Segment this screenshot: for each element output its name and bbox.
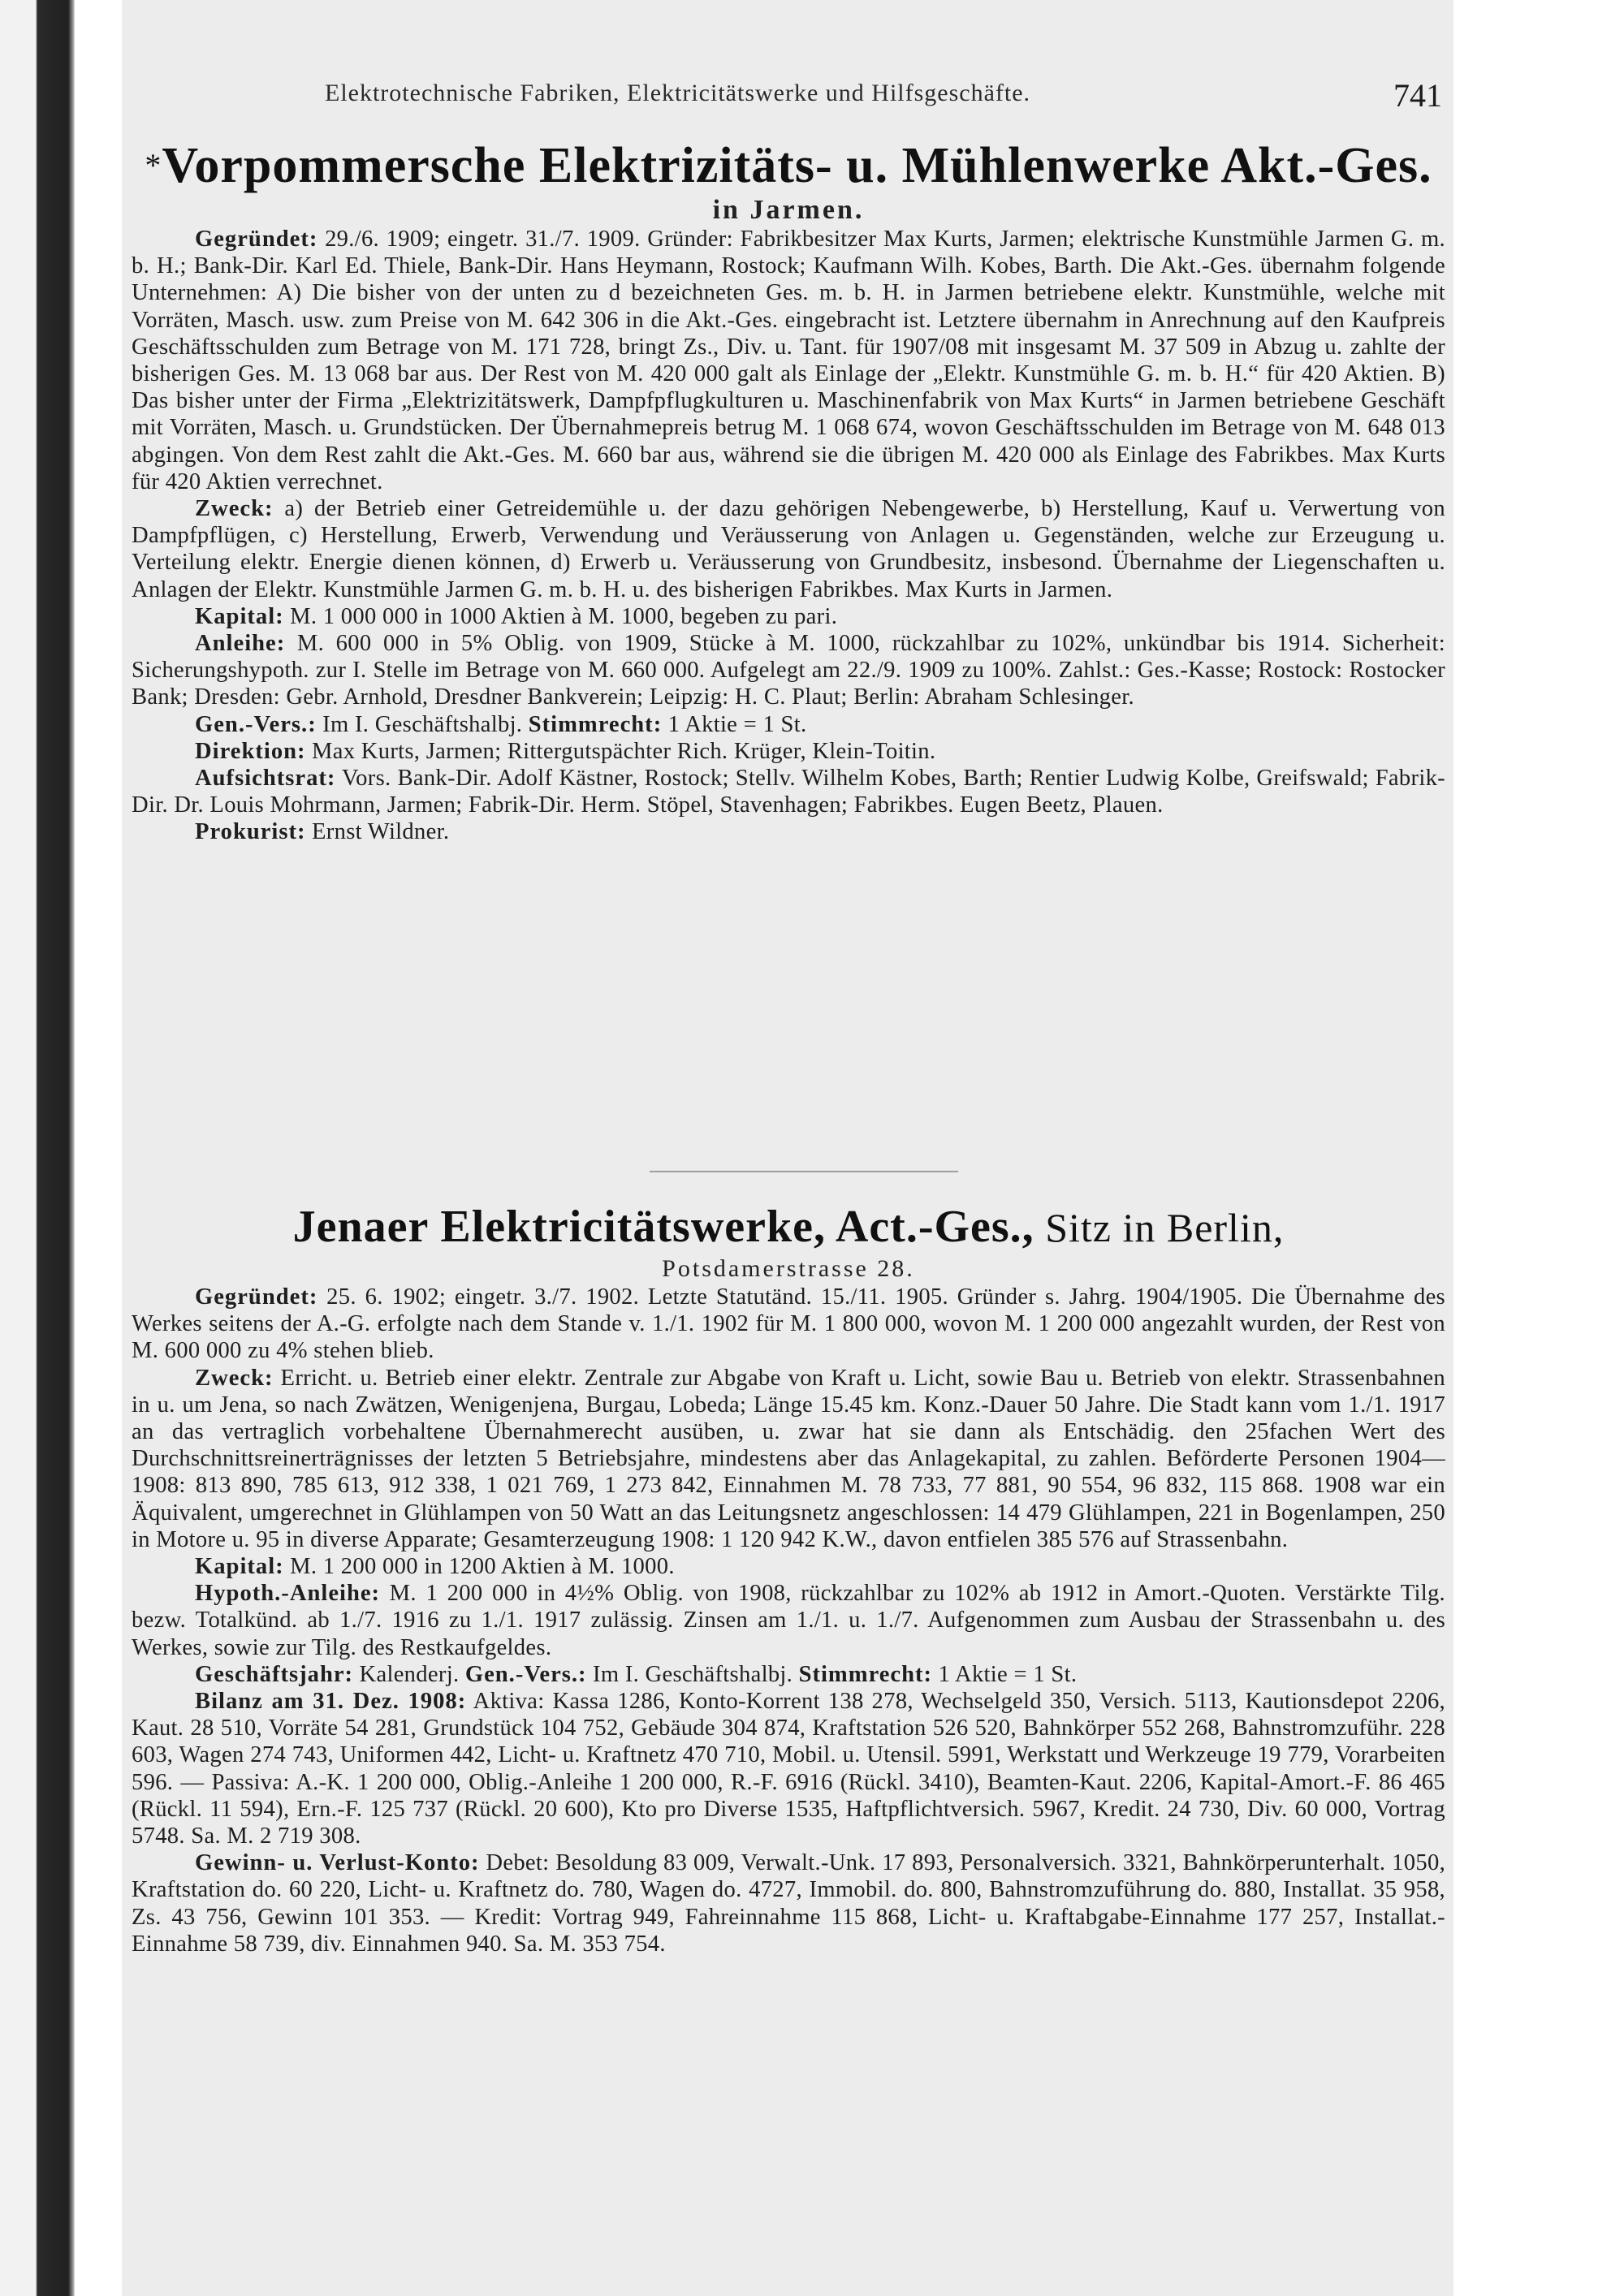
section-text: M. 1 000 000 in 1000 Aktien à M. 1000, begeben zu pari. [283, 603, 838, 629]
section-bilanz [132, 1688, 1445, 1849]
section-gen-vers [132, 711, 1445, 738]
section-label: Gegründet: [195, 1284, 318, 1310]
section-text: M. 600 000 in 5% Oblig. von 1909, Stücke à M. 1000, rückzahlbar zu 102%, unkündbar bis 1914. Sicherheit: Sicherungshypoth. zur I. Stelle im Betrage von M. 660 000. Aufgelegt am 22./9. 1909 zu 100%. Zahlst.: Ges.-Kasse; Rostock: Rostocker Bank; Dresden: Gebr. Arnhold, Dresdner Bankverein; Leipzig: H. C. Plaut; Berlin: Abraham Schlesinger. [132, 631, 1445, 710]
section-text: Vors. Bank-Dir. Adolf Kästner, Rostock; Stellv. Wilhelm Kobes, Barth; Rentier Ludwig Kolbe, Greifswald; Fabrik-Dir. Dr. Louis Mohrmann, Jarmen; Fabrik-Dir. Herm. Stöpel, Stavenhagen; Fabrikbes. Eugen Beetz, Plauen. [132, 766, 1445, 818]
section-anleihe [132, 630, 1445, 711]
footnote-asterisk: * [145, 147, 162, 183]
section-text: 25. 6. 1902; eingetr. 3./7. 1902. Letzte Statutänd. 15./11. 1905. Gründer s. Jahrg. 1904/1905. Die Übernahme des Werkes seitens der A.-G. erfolgte nach dem Stande v. 1./1. 1902 für M. 1 800 000, wovon M. 1 200 000 angezahlt wurden, der Rest von M. 600 000 zu 4% stehen blieb. [132, 1284, 1445, 1364]
section-gegruendet [132, 1284, 1445, 1365]
section-label: Gewinn- u. Verlust-Konto: [195, 1850, 480, 1876]
section-label-stimmrecht: Stimmrecht: [528, 711, 663, 737]
section-label: Gegründet: [195, 227, 318, 252]
section-text: M. 1 200 000 in 4½% Oblig. von 1908, rückzahlbar zu 102% ab 1912 in Amort.-Quoten. Verstärkte Tilg. bezw. Totalkünd. ab 1./7. 1916 zu 1./1. 1917 zulässig. Zinsen am 1./1. u. 1./7. Aufgenommen zum Ausbau der Strassenbahn u. des Werkes, sowie zur Tilg. des Restkaufgeldes. [132, 1581, 1445, 1660]
section-label-gen-vers: Gen.-Vers.: [464, 1661, 587, 1687]
page-number: 741 [1393, 77, 1442, 114]
section-text: Im I. Geschäftshalbj. [316, 711, 529, 737]
section-text-stimmrecht: 1 Aktie = 1 St. [932, 1661, 1078, 1687]
company-seat: Sitz in Berlin, [1034, 1205, 1285, 1250]
section-text: Debet: Besoldung 83 009, Verwalt.-Unk. 17 893, Personalversich. 3321, Bahnkörperunterhalt. 1050, Kraftstation do. 60 220, Licht- u. Kraftnetz do. 780, Wagen do. 4727, Immobil. do. 800, Bahnstromzuführung do. 880, Installat. 35 958, Zs. 43 756, Gewinn 101 353. — Kredit: Vortrag 949, Fahreinnahme 115 868, Licht- u. Kraftabgabe-Einnahme 177 257, Installat.-Einnahme 58 739, div. Einnahmen 940. Sa. M. 353 754. [132, 1850, 1446, 1957]
section-text: 29./6. 1909; eingetr. 31./7. 1909. Gründer: Fabrikbesitzer Max Kurts, Jarmen; elektrische Kunstmühle Jarmen G. m. b. H.; Bank-Dir. Karl Ed. Thiele, Bank-Dir. Hans Heymann, Rostock; Kaufmann Wilh. Kobes, Barth. Die Akt.-Ges. übernahm folgende Unternehmen: A) Die bisher von der unten zu d bezeichneten Ges. m. b. H. in Jarmen betriebene elektr. Kunstmühle, welche mit Vorräten, Masch. usw. zum Preise von M. 642 306 in die Akt.-Ges. eingebracht ist. Letztere übernahm in Anrechnung auf den Kaufpreis Geschäftsschulden zum Betrage von M. 171 728, bringt Zs., Div. u. Tant. für 1907/08 mit insgesamt M. 37 509 in Abzug u. zahlte der bisherigen Ges. M. 13 068 bar aus. Der Rest von M. 420 000 galt als Einlage der „Elektr. Kunstmühle G. m. b. H.“ für 420 Aktien. B) Das bisher unter der Firma „Elektrizitätswerk, Dampfpflugkulturen u. Maschinenfabrik von Max Kurts“ in Jarmen betriebene Geschäft mit Vorräten, Masch. u. Grundstücken. Der Übernahmepreis betrug M. 1 068 674, wovon Geschäftsschulden im Betrage von M. 648 013 abgingen. Von dem Rest zahlt die Akt.-Ges. M. 660 bar aus, während sie die übrigen M. 420 000 als Einlage des Fabrikbes. Max Kurts für 420 Aktien verrechnet. [132, 227, 1445, 494]
section-label: Prokurist: [195, 819, 306, 845]
section-label: Kapital: [195, 1554, 284, 1580]
section-zweck [132, 495, 1445, 603]
company-entry-vorpommersche [132, 136, 1445, 846]
section-text: Ernst Wildner. [305, 819, 450, 845]
section-label: Zweck: [195, 496, 274, 522]
company-title [132, 136, 1445, 195]
section-label: Geschäftsjahr: [195, 1661, 354, 1687]
section-label: Anleihe: [195, 631, 286, 657]
section-text: Aktiva: Kassa 1286, Konto-Korrent 138 278, Wechselgeld 350, Versich. 5113, Kautionsdepot 2206, Kaut. 28 510, Vorräte 54 281, Grundstück 104 752, Gebäude 304 874, Kraftstation 526 520, Bahnkörper 552 268, Bahnstromzuführ. 228 603, Wagen 274 743, Uniformen 442, Licht- u. Kraftnetz 470 710, Mobil. u. Utensil. 5991, Werkstatt und Werkzeuge 19 779, Vorarbeiten 596. — Passiva: A.-K. 1 200 000, Oblig.-Anleihe 1 200 000, R.-F. 6916 (Rückl. 3410), Beamten-Kaut. 2206, Kapital-Amort.-F. 86 465 (Rückl. 11 594), Ern.-F. 125 737 (Rückl. 20 600), Kto pro Diverse 1535, Haftpflichtversich. 5967, Kredit. 24 730, Div. 60 000, Vortrag 5748. Sa. M. 2 719 308. [132, 1689, 1445, 1849]
section-label-stimmrecht: Stimmrecht: [798, 1661, 933, 1687]
section-gegruendet [132, 226, 1445, 495]
company-name: Vorpommersche Elektrizitäts- u. Mühlenwerke Akt.-Ges. [162, 138, 1432, 193]
section-text-gen-vers: Im I. Geschäftshalbj. [586, 1661, 799, 1687]
section-gewinn-verlust [132, 1849, 1445, 1957]
section-label: Kapital: [195, 603, 284, 629]
book-gutter [0, 0, 75, 2296]
section-geschaeftsjahr [132, 1661, 1445, 1688]
company-title [132, 1200, 1445, 1254]
company-name: Jenaer Elektricitätswerke, Act.-Ges., [292, 1202, 1034, 1252]
section-zweck [132, 1365, 1445, 1553]
section-label: Direktion: [195, 738, 306, 764]
section-direktion [132, 738, 1445, 765]
section-text: Max Kurts, Jarmen; Rittergutspächter Rich. Krüger, Klein-Toitin. [305, 738, 936, 764]
section-label: Bilanz am 31. Dez. 1908: [195, 1689, 467, 1715]
section-kapital [132, 603, 1445, 630]
company-location: in Jarmen. [712, 195, 865, 225]
section-label: Aufsichtsrat: [195, 766, 336, 792]
section-text: a) der Betrieb einer Getreidemühle u. der dazu gehörigen Nebengewerbe, b) Herstellung, Kauf u. Verwertung von Dampfpflügen, c) Herstellung, Erwerb, Verwendung und Veräusserung von Anlagen u. Gegenständen, welche zur Erzeugung u. Verteilung elektr. Energie dienen können, d) Erwerb u. Veräusserung von Grundbesitz, insbesond. Übernahme der Liegenschaften u. Anlagen der Elektr. Kunstmühle Jarmen G. m. b. H. u. des bisherigen Fabrikbes. Max Kurts in Jarmen. [132, 496, 1445, 602]
section-text: Erricht. u. Betrieb einer elektr. Zentrale zur Abgabe von Kraft u. Licht, sowie Bau u. Betrieb von elektr. Strassenbahnen in u. um Jena, so nach Zwätzen, Wenigenjena, Burgau, Lobeda; Länge 15.45 km. Konz.-Dauer 50 Jahre. Die Stadt kann vom 1./1. 1917 an das vertraglich vorbehaltene Übernahmerecht ausüben, u. zwar hat sie dann als Entschädig. den 25fachen Wert des Durchschnittsreinerträgnisses der letzten 5 Betriebsjahre, mindestens aber das Anlagekapital, zu zahlen. Beförderte Personen 1904—1908: 813 890, 785 613, 912 338, 1 021 769, 1 273 842, Einnahmen M. 78 733, 77 881, 90 554, 96 832, 115 868. 1908 war ein Äquivalent, umgerechnet in Glühlampen von 50 Watt an das Leitungsnetz angeschlossen: 14 479 Glühlampen, 221 in Bogenlampen, 250 in Motore u. 95 in diverse Apparate; Gesamterzeugung 1908: 1 120 942 K.W., davon entfielen 385 576 auf Strassenbahn. [132, 1365, 1445, 1552]
company-address: Potsdamerstrasse 28. [662, 1255, 915, 1282]
section-kapital [132, 1553, 1445, 1580]
running-header: Elektrotechnische Fabriken, Elektricitätswerke und Hilfsgeschäfte. [325, 80, 1031, 106]
section-label: Hypoth.-Anleihe: [195, 1581, 381, 1607]
section-text: Kalenderj. [353, 1661, 465, 1687]
section-label: Gen.-Vers.: [195, 711, 317, 737]
section-divider [650, 1171, 958, 1172]
section-label: Zweck: [195, 1365, 274, 1391]
section-hypoth-anleihe [132, 1580, 1445, 1661]
section-text-stimmrecht: 1 Aktie = 1 St. [662, 711, 807, 737]
section-prokurist [132, 818, 1445, 845]
section-text: M. 1 200 000 in 1200 Aktien à M. 1000. [283, 1554, 675, 1580]
company-entry-jenaer [132, 1200, 1445, 1957]
section-aufsichtsrat [132, 765, 1445, 818]
